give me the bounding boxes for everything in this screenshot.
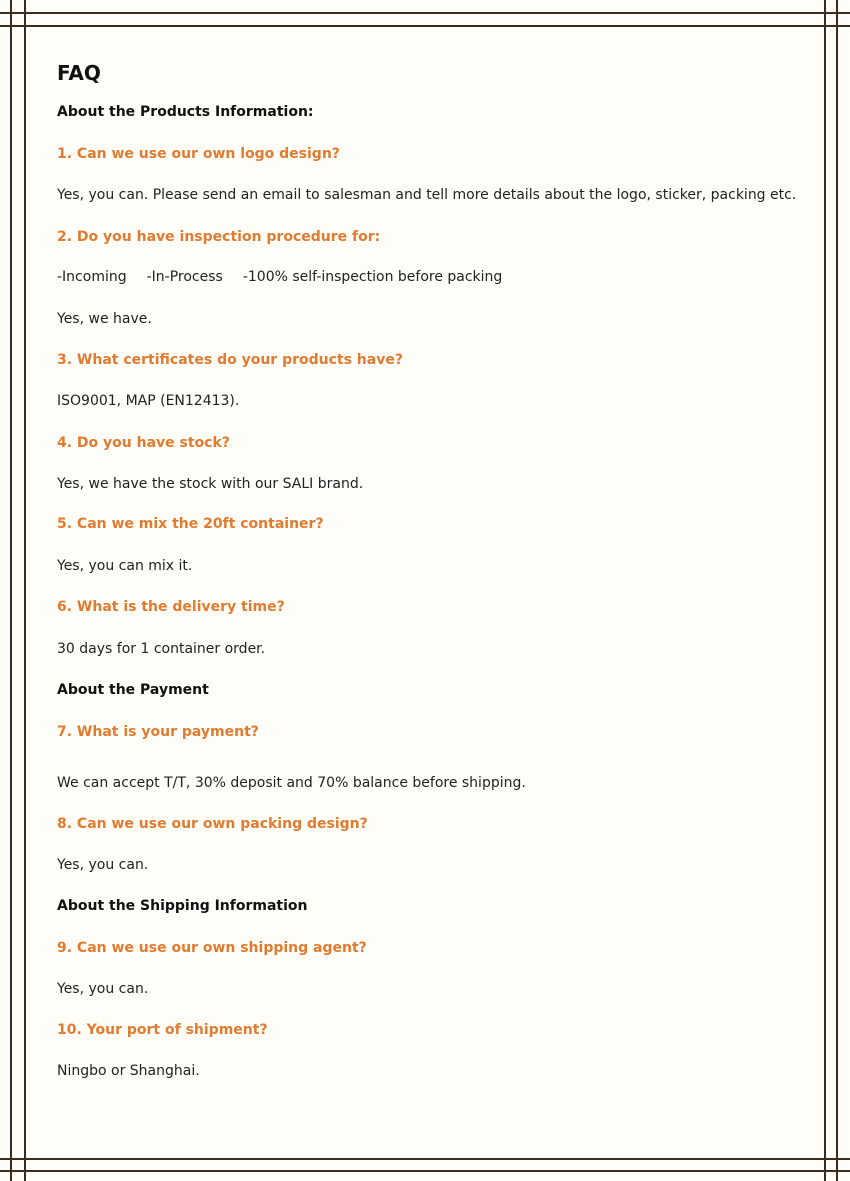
frame-line-left-outer <box>10 0 12 1181</box>
inspection-incoming: -Incoming <box>57 269 127 285</box>
faq-question-7: 7. What is your payment? <box>57 724 259 740</box>
faq-answer-5: Yes, you can mix it. <box>57 558 193 574</box>
faq-question-9: 9. Can we use our own shipping agent? <box>57 940 367 956</box>
faq-question-3: 3. What certificates do your products have? <box>57 352 403 368</box>
faq-question-6: 6. What is the delivery time? <box>57 599 285 615</box>
section-heading-products: About the Products Information: <box>57 104 314 120</box>
section-heading-shipping: About the Shipping Information <box>57 898 308 914</box>
faq-question-8: 8. Can we use our own packing design? <box>57 816 368 832</box>
faq-answer-7: We can accept T/T, 30% deposit and 70% balance before shipping. <box>57 775 526 791</box>
frame-line-left-inner <box>24 0 26 1181</box>
frame-line-top-outer <box>0 12 850 14</box>
frame-line-right-outer <box>836 0 838 1181</box>
faq-answer-6: 30 days for 1 container order. <box>57 641 266 657</box>
section-heading-payment: About the Payment <box>57 682 209 698</box>
faq-answer-3: ISO9001, MAP (EN12413). <box>57 393 240 409</box>
frame-line-bottom-inner <box>0 1158 850 1160</box>
frame-line-bottom-outer <box>0 1170 850 1172</box>
faq-answer-1: Yes, you can. Please send an email to salesman and tell more details about the logo, sticker, packing etc. <box>57 187 797 203</box>
faq-answer-9: Yes, you can. <box>57 981 149 997</box>
faq-question-10: 10. Your port of shipment? <box>57 1022 268 1038</box>
faq-question-1: 1. Can we use our own logo design? <box>57 146 340 162</box>
faq-question-4: 4. Do you have stock? <box>57 435 230 451</box>
page-title: FAQ <box>57 61 101 85</box>
faq-question-5: 5. Can we mix the 20ft container? <box>57 516 324 532</box>
faq-answer-2: Yes, we have. <box>57 311 152 327</box>
frame-line-right-inner <box>824 0 826 1181</box>
frame-line-top-inner <box>0 25 850 27</box>
inspection-in-process: -In-Process <box>146 269 223 285</box>
faq-answer-10: Ningbo or Shanghai. <box>57 1063 200 1079</box>
faq-answer-4: Yes, we have the stock with our SALI brand. <box>57 476 364 492</box>
inspection-self: -100% self-inspection before packing <box>242 269 503 285</box>
faq-answer-8: Yes, you can. <box>57 857 149 873</box>
faq-answer-2-parts <box>57 267 502 287</box>
faq-question-2: 2. Do you have inspection procedure for: <box>57 229 381 245</box>
